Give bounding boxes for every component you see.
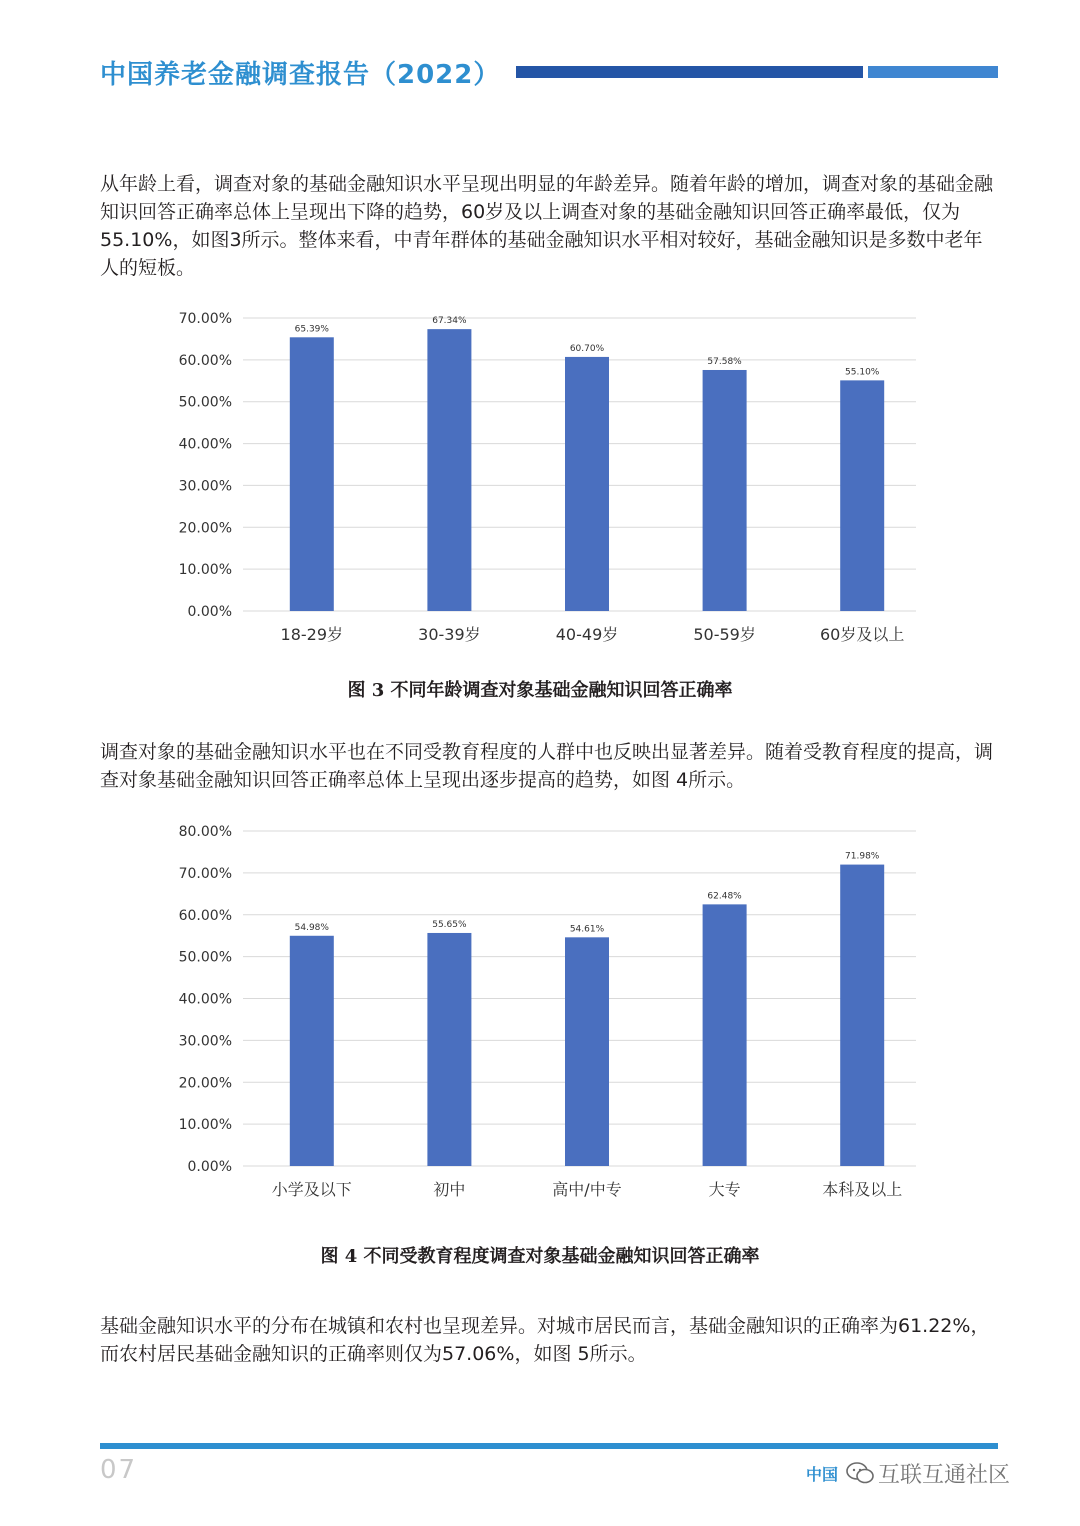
x-tick-label: 60岁及以上 xyxy=(820,625,905,644)
y-tick-label: 60.00% xyxy=(178,907,232,924)
report-title: 中国养老金融调查报告（2022） xyxy=(100,60,501,90)
y-tick-label: 40.00% xyxy=(178,991,232,1008)
bar xyxy=(840,865,884,1166)
watermark xyxy=(846,1458,1010,1488)
data-label: 55.65% xyxy=(432,919,467,930)
y-tick-label: 20.00% xyxy=(178,520,232,537)
footer-brand: 中国 xyxy=(806,1465,839,1484)
page-number: 07 xyxy=(100,1455,138,1485)
data-label: 54.61% xyxy=(569,924,605,935)
y-tick-label: 50.00% xyxy=(178,949,232,966)
data-label: 67.34% xyxy=(432,316,467,327)
chart-age-accuracy xyxy=(0,300,1080,645)
bar xyxy=(290,337,334,611)
bar xyxy=(427,329,471,611)
data-label: 60.70% xyxy=(569,343,605,354)
y-tick-label: 80.00% xyxy=(178,824,232,840)
y-tick-label: 30.00% xyxy=(178,1033,232,1050)
chart-education-svg xyxy=(0,815,1080,1210)
paragraph-age: 从年龄上看，调查对象的基础金融知识水平呈现出明显的年龄差异。随着年龄的增加，调查对象的基础金融知识回答正确率总体上呈现出下降的趋势，60岁及以上调查对象的基础金融知识回答正确率最低，仅为55.10%，如图3所示。整体来看，中青年群体的基础金融知识水平相对较好，基础金融知识是多数中老年人的短板。 xyxy=(100,173,994,279)
x-tick-label: 50-59岁 xyxy=(693,625,756,644)
data-label: 54.98% xyxy=(294,922,329,933)
paragraph-education: 调查对象的基础金融知识水平也在不同受教育程度的人群中也反映出显著差异。随着受教育程度的提高，调查对象基础金融知识回答正确率总体上呈现出逐步提高的趋势，如图 4所示。 xyxy=(100,741,994,791)
y-tick-label: 70.00% xyxy=(178,865,232,882)
y-tick-label: 70.00% xyxy=(178,311,232,327)
bar xyxy=(840,380,884,611)
y-tick-label: 20.00% xyxy=(178,1075,232,1092)
y-tick-label: 10.00% xyxy=(178,562,232,579)
bar xyxy=(703,370,747,611)
bar xyxy=(565,357,609,611)
y-tick-label: 30.00% xyxy=(178,478,232,495)
x-tick-label: 40-49岁 xyxy=(555,625,619,644)
data-label: 57.58% xyxy=(707,356,742,367)
data-label: 65.39% xyxy=(294,324,329,335)
x-tick-label: 本科及以上 xyxy=(822,1180,903,1199)
footer-divider xyxy=(100,1443,998,1449)
y-tick-label: 10.00% xyxy=(178,1117,232,1134)
x-tick-label: 大专 xyxy=(708,1180,741,1199)
x-tick-label: 高中/中专 xyxy=(552,1180,622,1199)
chart-age-svg xyxy=(0,300,1080,645)
x-tick-label: 30-39岁 xyxy=(418,625,481,644)
chart-education-accuracy xyxy=(0,815,1080,1210)
bar xyxy=(703,904,747,1166)
y-tick-label: 0.00% xyxy=(187,1159,232,1175)
data-label: 55.10% xyxy=(845,367,880,378)
y-tick-label: 60.00% xyxy=(178,352,232,369)
header-accent-bar-light xyxy=(868,66,998,78)
header-accent-bar-dark xyxy=(516,66,863,78)
y-tick-label: 40.00% xyxy=(178,436,232,453)
data-label: 71.98% xyxy=(845,851,880,862)
figure-4-caption: 图 4 不同受教育程度调查对象基础金融知识回答正确率 xyxy=(320,1246,760,1267)
y-tick-label: 0.00% xyxy=(187,604,232,620)
figure-3-caption: 图 3 不同年龄调查对象基础金融知识回答正确率 xyxy=(347,680,733,701)
x-tick-label: 初中 xyxy=(433,1180,466,1199)
y-tick-label: 50.00% xyxy=(178,394,232,411)
x-tick-label: 18-29岁 xyxy=(280,625,344,644)
wechat-icon xyxy=(846,1462,874,1484)
x-tick-label: 小学及以下 xyxy=(271,1180,352,1199)
bar xyxy=(427,933,471,1166)
paragraph-urban-rural: 基础金融知识水平的分布在城镇和农村也呈现差异。对城市居民而言，基础金融知识的正确率为61.22%，而农村居民基础金融知识的正确率则仅为57.06%，如图 5所示。 xyxy=(100,1315,990,1365)
watermark-text: 互联互通社区 xyxy=(878,1462,1011,1488)
bar xyxy=(290,936,334,1166)
bar xyxy=(565,937,609,1166)
data-label: 62.48% xyxy=(707,891,742,902)
